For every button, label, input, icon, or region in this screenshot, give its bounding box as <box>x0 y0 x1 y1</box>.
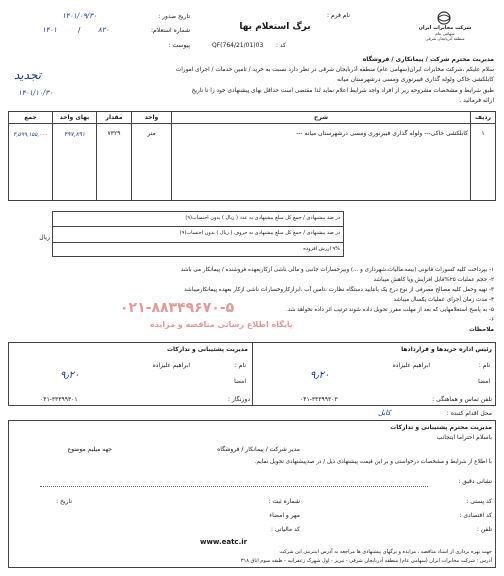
reply-director-label: مدیر شرکت / پیمانکار / فروشگاه <box>217 446 300 453</box>
address-label: نشانی دقیق : <box>458 478 492 485</box>
col-header-total: جمع <box>24 114 37 121</box>
issue-date-label: تاریخ صدور : <box>158 13 190 20</box>
row1-unit: متر <box>147 130 156 137</box>
econ-code-label: کد اقتصادی : <box>459 512 492 519</box>
handwritten-renewal: تجدید <box>14 68 42 82</box>
fax-value: ۰۴۱-۳۳۳۹۹۳۰۱ <box>40 396 78 403</box>
handwritten-deadline-date: ۱۴۰۱/۱۰/۳۰ <box>18 89 53 97</box>
items-table <box>8 111 496 201</box>
col-header-unit: واحد <box>144 114 159 121</box>
inquiry-number-value: ۸۲۰ <box>98 26 110 34</box>
form-title: برگ استعلام بها <box>239 22 311 32</box>
supply-head-title: مدیریت پشتیبانی و تدارکات <box>166 346 248 353</box>
reply-box <box>8 420 496 568</box>
fax-label: دورنگار : <box>227 396 250 403</box>
supply-head-name: ابراهیم علیزاده <box>152 362 190 369</box>
phone-field-label: تلفن : <box>476 526 492 533</box>
reg-number-label: شماره ثبت : <box>268 498 300 505</box>
intro-deadline: طبق شرایط و مشخصات مشروحه زیر از افراد واجد شرایط اعلام نماید لذا مقتضی است حداقل بهای پیشنهادی خود را تا تاریخ <box>191 88 494 94</box>
footer-note: جهت بهره برداری از اسناد مناقصه ، مزایده و برگهای پیشنهادی ها مراجعه به آدرس اینترنتی این شرکت <box>279 549 492 555</box>
form-name-label: نام فرم : <box>327 12 350 19</box>
reply-seal-topic: جهه میلیم موضوع <box>67 446 112 453</box>
condition-1: ۱- بپرداخت کلیه کسورات قانونی (بیمه،مالیات،شهرداری و ...) وبیزحسارات جانبی و مالی ناشی ازکاربعهده فروشنده / پیمانکار می باشد <box>180 267 494 273</box>
issue-date-value: ۱۴۰۱/۰۹/۳۰ <box>62 12 97 20</box>
vat-label: ۹% ارزش افزوده <box>303 246 340 252</box>
row1-total: ۳,۵۹۹,۱۵۵,۰۰۰ <box>13 132 48 138</box>
phone-value: ۰۴۱-۳۳۳۹۹۳۰۳ <box>300 396 338 403</box>
row1-description: کابلکشی خاکی--- ولوله گذاری فیبرنوری ومسی درشهرستان میانه --- <box>296 130 468 137</box>
company-type: سهامی عام <box>435 31 455 36</box>
place-label: محل اقدام کننده : <box>446 410 492 417</box>
intro-addressee: مدیریت محترم شرکت / پیمانکاری / فروشگاه <box>362 56 494 63</box>
supply-head-name-label: نام : <box>234 362 246 369</box>
supply-head-signature: ۹٫۲۰ <box>60 370 80 381</box>
company-region: منطقه آذربایجان شرقی <box>425 36 465 41</box>
condition-3: ۳- تهیه وحمل کلیه مصالح مصرفی از نوع درج یک بانتایید دستگاه نظارت ،تامین آب ،ابزارکاروخسارات ناشی ازکار بعهده پیمانکارمیباشد <box>184 287 494 293</box>
watermark-phone: ۰۲۱-۸۸۳۴۹۶۷۰-۵ <box>120 300 235 316</box>
col-header-qty: مقدار <box>105 114 123 121</box>
purchase-head-signature: ۹٫۲۰ <box>310 370 330 381</box>
condition-5: ۵- به پاسخ استعلامهایی که بعد از مهلت مقرر تحویل داده شوند ترتیب اثر داده نخواهد شد. <box>285 307 494 313</box>
address-field[interactable] <box>40 485 428 487</box>
purchase-head-name: ابراهیم علیزاده <box>392 362 430 369</box>
intro-closing: ارائه فرمائید . <box>459 97 494 104</box>
reply-body: با اطلاع از شرایط و مشخصات درخواستی و بر این قیمت پیشنهادی ذیل / در صدپیشنهادی تحویل نمایم. <box>254 459 492 465</box>
condition-2: ۲- حجم عملیات ۲۵%قابل افزایش ویا کاهش میباشد <box>373 277 494 283</box>
footer-address: آدرس : شرکت مخابرات ایران (سهامی عام) منطقه آذربایجان شرقی - تبریز - اول شهرک زعفرانیه - طبقه سوم اتاق ۳۱۸ <box>240 558 492 564</box>
sum-number-label: در صد پیشنهادی / جمع کل مبلغ پیشنهادی به عدد ( ریال ) بدون احتساب(۹) <box>185 215 340 221</box>
tax-code-label: کد مالیاتی : <box>270 526 300 533</box>
intro-subject: کابلکشی خاکی ولوله گذاری فیبرنوری ومسی درشهرستان میانه <box>336 76 494 83</box>
condition-4: ۴- مدت زمان اجرای عملیات یکسال میباشد <box>393 297 494 303</box>
rial-label: ریال <box>39 234 50 241</box>
inquiry-number-label: شماره استعلام: <box>151 27 190 34</box>
postal-code-label: کد پستی : <box>466 498 492 505</box>
watermark-site: پایگاه اطلاع رسانی مناقصه و مزایده <box>150 320 293 329</box>
inquiry-year: ۱۴۰۱ <box>42 26 58 34</box>
form-code: QF(764/21/01)03 <box>212 42 264 49</box>
sum-words-label: در صد پیشنهادی / جمع کل مبلغ پیشنهادی به حروف ( ریال ) بدون احتساب(۹) <box>179 230 340 236</box>
phone-label: تلفن تماس و هماهنگی : <box>432 396 492 403</box>
col-header-desc: شرح <box>314 114 328 121</box>
purchase-head-sign-label: امضا <box>478 378 490 385</box>
reply-addressee: مدیریت محترم پشتیبانی و تدارکات <box>390 424 492 431</box>
col-header-unit-price: بهای واحد <box>59 114 90 121</box>
intro-greeting: سلام علیکم ،شرکت مخابرات ایران(سهامی عام) منطقه آذربایجان شرقی در نظر دارد نسبت به خرید / تامین خدمات / اجرای امورات <box>175 67 494 73</box>
row1-unit-price: ۴۹۷,۸۹۱ <box>63 131 86 138</box>
purchase-head-name-label: نام : <box>478 362 490 369</box>
remarks-label: ملاحظات <box>469 327 494 333</box>
purchase-head-title: رئیس اداره خریدها و قراردادها <box>401 346 492 353</box>
company-name: شرکت مخابرات ایران <box>418 25 472 31</box>
attachment-label: پیوست : <box>168 42 190 49</box>
place-value: کابل <box>378 409 391 417</box>
website-link[interactable]: www.eatc.ir <box>200 538 248 546</box>
supply-head-sign-label: امضا <box>234 378 246 385</box>
row1-qty: ۷۳۲۹ <box>107 130 121 137</box>
reply-greeting: باسلام احتراما ایتجانب <box>436 434 492 441</box>
col-header-row: ردیف <box>475 114 491 121</box>
row1-number: ۱ <box>481 130 485 137</box>
form-code-label: کد : <box>276 42 286 49</box>
inquiry-number-slash: / <box>78 26 81 34</box>
condition-6: ۶- <box>488 317 494 323</box>
reply-date-label: تاریخ : <box>56 498 72 505</box>
seal-label: مهر و امضاء <box>269 512 300 519</box>
